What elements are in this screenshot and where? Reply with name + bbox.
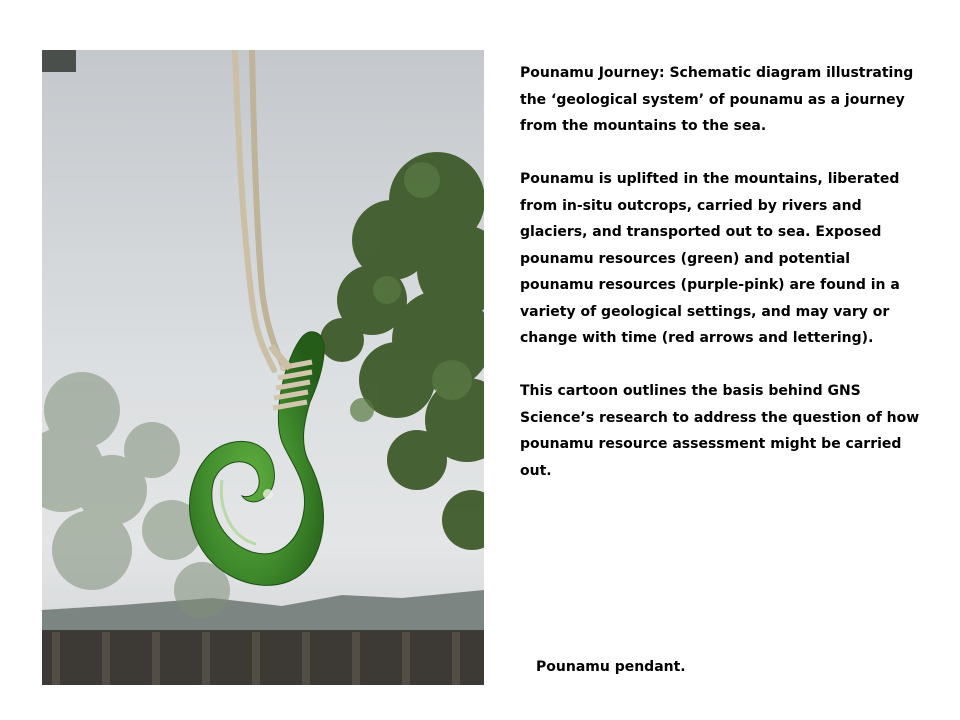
heading-paragraph: Pounamu Journey: Schematic diagram illustrating the ‘geological system’ of pounamu as a journey from the mountains to the sea. [520, 65, 914, 134]
pendant-photo-illustration [42, 50, 484, 685]
description-text [520, 60, 920, 511]
pendant-photo [42, 50, 484, 685]
body-paragraph-2: This cartoon outlines the basis behind GNS Science’s research to address the question of how pounamu resource assessment might be carried out. [520, 383, 920, 479]
body-paragraph-1: Pounamu is uplifted in the mountains, liberated from in-situ outcrops, carried by rivers and glaciers, and transported out to sea. Exposed pounamu resources (green) and potential pounamu resources (purple-pink) are found in a variety of geological settings, and may vary or change with time (red arrows and lettering). [520, 171, 900, 346]
photo-caption: Pounamu pendant. [536, 659, 686, 675]
